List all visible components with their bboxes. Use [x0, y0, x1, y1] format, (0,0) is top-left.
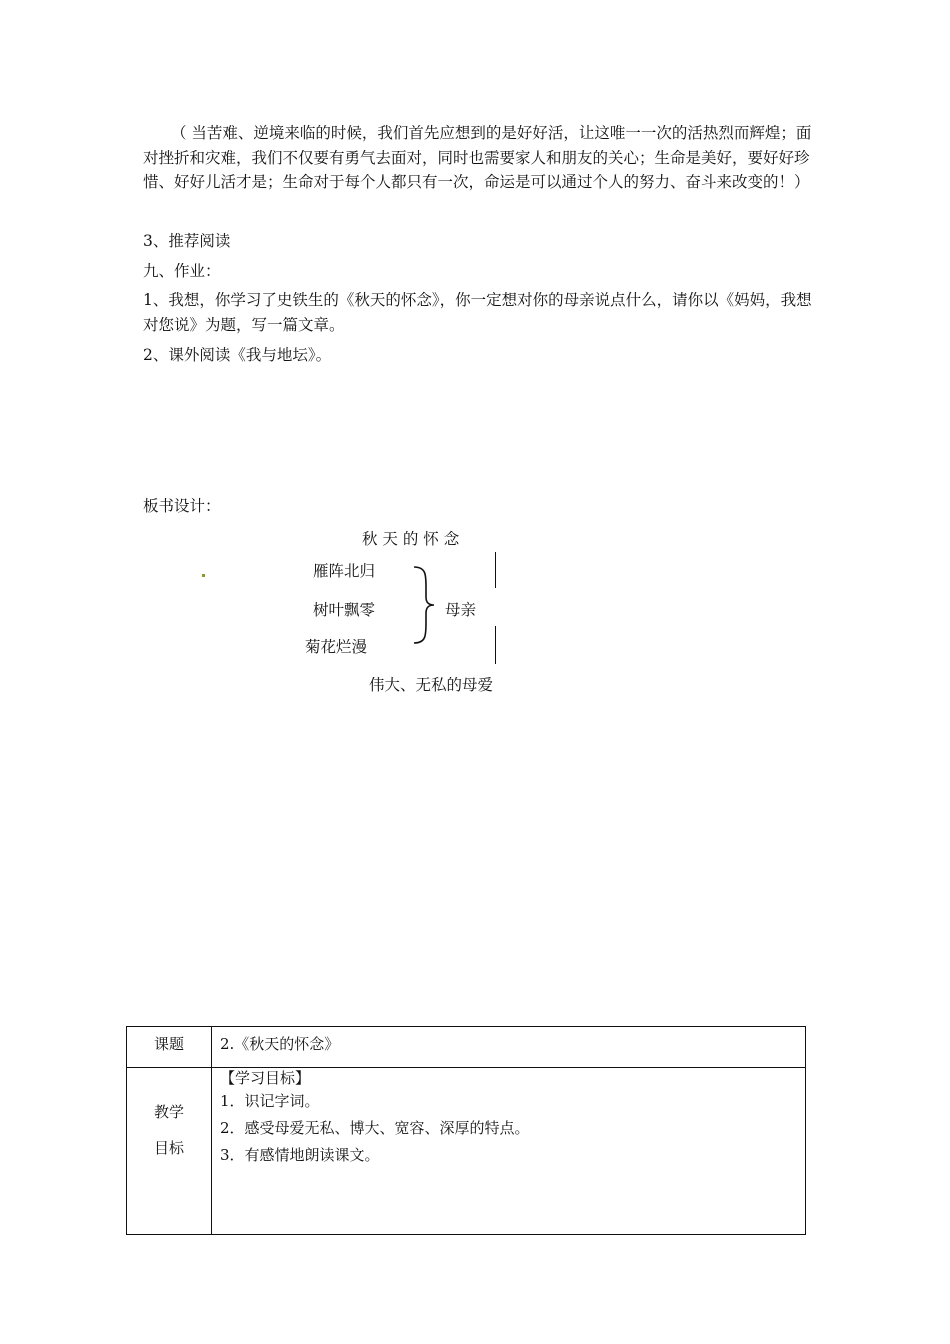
board-design-label: 板书设计： — [143, 497, 221, 515]
board-title: 秋 天 的 怀 念 — [362, 530, 460, 548]
goal-item-1: 1．识记字词。 — [220, 1092, 320, 1110]
homework-item-1: 1、我想，你学习了史铁生的《秋天的怀念》，你一定想对你的母亲说点什么，请你以《妈妈，我想对您说》为题，写一篇文章。 — [143, 291, 812, 334]
recommend-reading: 3、推荐阅读 — [143, 232, 231, 250]
board-scene-3: 菊花烂漫 — [305, 638, 368, 656]
table-row-topic — [127, 1027, 806, 1068]
homework-item-2: 2、课外阅读《我与地坛》。 — [143, 346, 332, 364]
goals-label-line-1: 教学 — [153, 1103, 184, 1121]
lesson-plan-table — [126, 1026, 806, 1235]
curly-brace-icon — [408, 565, 438, 645]
topic-value: 2.《秋天的怀念》 — [212, 1027, 806, 1068]
goals-label-cell — [127, 1068, 212, 1235]
board-vertical-line-top — [495, 552, 496, 588]
goals-heading: 【学习目标】 — [220, 1069, 311, 1087]
board-vertical-line-bottom — [495, 626, 496, 664]
goals-label-line-2: 目标 — [153, 1139, 184, 1157]
board-scene-1: 雁阵北归 — [313, 562, 376, 580]
topic-label: 课题 — [127, 1027, 212, 1068]
quote-paragraph: （ 当苦难、逆境来临的时候，我们首先应想到的是好好活，让这唯一一次的活热烈而辉煌；面对挫折和灾难，我们不仅要有勇气去面对，同时也需要家人和朋友的关心；生命是美好，要好好珍惜、好好儿活才是；生命对于每个人都只有一次，命运是可以通过个人的努力、奋斗来改变的！） — [143, 124, 812, 191]
board-conclusion: 伟大、无私的母爱 — [369, 676, 494, 694]
goal-item-2: 2．感受母爱无私、博大、宽容、深厚的特点。 — [220, 1119, 530, 1137]
homework-heading: 九、作业： — [143, 262, 221, 280]
table-row-goals — [127, 1068, 806, 1235]
board-scene-2: 树叶飘零 — [313, 601, 376, 619]
board-center-mother: 母亲 — [445, 601, 477, 619]
goal-item-3: 3．有感情地朗读课文。 — [220, 1146, 380, 1164]
stray-dot — [202, 574, 205, 577]
goals-content — [212, 1068, 806, 1235]
